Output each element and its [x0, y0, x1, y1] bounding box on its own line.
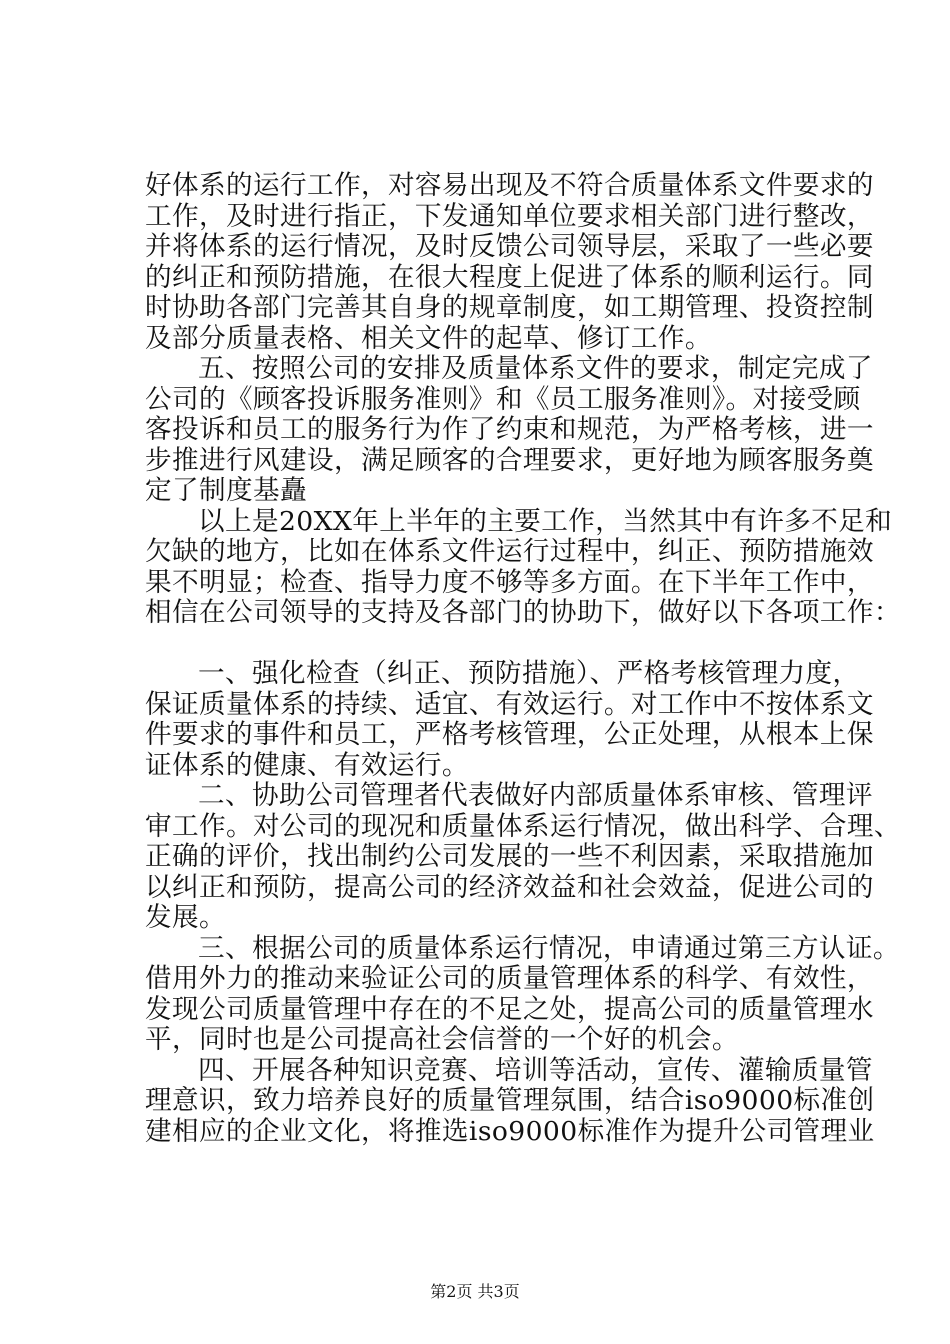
text-line: 建相应的企业文化，将推选iso9000标准作为提升公司管理业	[145, 1115, 875, 1147]
text-line: 借用外力的推动来验证公司的质量管理体系的科学、有效性，	[145, 963, 874, 994]
text-line: 的纠正和预防措施，在很大程度上促进了体系的顺利运行。同	[145, 261, 874, 293]
document-body	[145, 170, 901, 1147]
text-line: 以纠正和预防，提高公司的经济效益和社会效益，促进公司的	[145, 871, 874, 903]
text-line: 三、根据公司的质量体系运行情况，申请通过第三方认证。	[198, 932, 900, 964]
text-line: 平，同时也是公司提高社会信誉的一个好的机会。	[145, 1024, 739, 1055]
text-line: 及部分质量表格、相关文件的起草、修订工作。	[145, 322, 712, 354]
blank-line	[145, 629, 865, 660]
text-line: 审工作。对公司的现况和质量体系运行情况，做出科学、合理、	[145, 810, 901, 842]
text-line: 二、协助公司管理者代表做好内部质量体系审核、管理评	[198, 780, 873, 811]
text-line: 正确的评价，找出制约公司发展的一些不利因素，采取措施加	[145, 841, 874, 872]
text-line: 欠缺的地方，比如在体系文件运行过程中，纠正、预防措施效	[145, 536, 874, 567]
text-line: 客投诉和员工的服务行为作了约束和规范，为严格考核，进一	[145, 414, 874, 445]
text-line: 证体系的健康、有效运行。	[145, 749, 469, 781]
text-line: 保证质量体系的持续、适宜、有效运行。对工作中不按体系文	[145, 688, 874, 720]
text-line: 以上是20XX年上半年的主要工作，当然其中有许多不足和	[198, 505, 893, 537]
text-line: 工作，及时进行指正，下发通知单位要求相关部门进行整改，	[145, 200, 874, 232]
text-line: 并将体系的运行情况，及时反馈公司领导层，采取了一些必要	[145, 231, 874, 262]
text-line: 五、按照公司的安排及质量体系文件的要求，制定完成了	[198, 353, 873, 384]
text-line: 件要求的事件和员工，严格考核管理，公正处理，从根本上保	[145, 719, 874, 750]
text-line: 发现公司质量管理中存在的不足之处，提高公司的质量管理水	[145, 993, 874, 1025]
text-line: 理意识，致力培养良好的质量管理氛围，结合iso9000标准创	[145, 1085, 875, 1116]
text-line: 相信在公司领导的支持及各部门的协助下，做好以下各项工作：	[145, 597, 901, 628]
text-line: 定了制度基矗	[145, 475, 307, 506]
page-footer: 第2页 共3页	[430, 1282, 520, 1301]
text-line: 发展。	[145, 902, 226, 933]
text-line: 果不明显；检查、指导力度不够等多方面。在下半年工作中，	[145, 566, 874, 598]
text-line: 步推进行风建设，满足顾客的合理要求，更好地为顾客服务奠	[145, 444, 874, 476]
text-line: 公司的《顾客投诉服务准则》和《员工服务准则》。对接受顾	[145, 383, 861, 415]
text-line: 一、强化检查（纠正、预防措施）、严格考核管理力度，	[198, 658, 860, 689]
text-line: 好体系的运行工作，对容易出现及不符合质量体系文件要求的	[145, 170, 874, 201]
text-line: 四、开展各种知识竞赛、培训等活动，宣传、灌输质量管	[198, 1054, 873, 1086]
text-line: 时协助各部门完善其自身的规章制度，如工期管理、投资控制	[145, 292, 874, 323]
